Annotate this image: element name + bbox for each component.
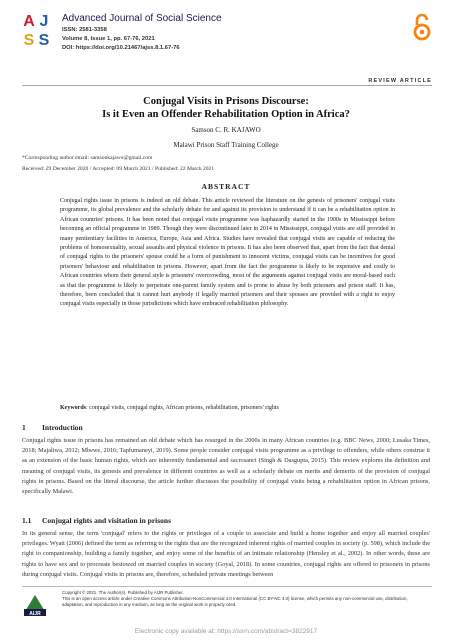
- page-footer: [22, 586, 432, 621]
- header-divider: [22, 85, 432, 86]
- volume-info: Volume 8, Issue 1, pp. 67-76, 2021: [62, 36, 155, 42]
- introduction-paragraph: Conjugal rights issue in prisons has remained an old debate which has resurged in the 2000s in many African countries (e.g. BBC News, 2000; Lusaka Times, 2018; Majaliwa, 2012; Mbewe, 2016; Tapfumaneyi, 2019). Some people consider conjugal visits programme as a privilege to offenders, while others construe it as an extension of the basic human rights, which are inherently fundamental and sacrosanct (Singh & Dasgupta, 2015). This review explores the definition and meaning of conjugal visits, its genesis and prevalence in different countries as well as a scholarly debate on merits and demerits of the provision of conjugal rights in prisons. Based on the literal discourse, the article further discusses the possibility of conjugal visits being a rehabilitation option in African prisons, specifically Malawi.: [22, 437, 430, 496]
- section-number: 1: [22, 423, 26, 432]
- keywords-list: : conjugal visits, conjugal rights, African prisons, rehabilitation, prisoners' rights: [86, 405, 279, 411]
- article-title-line2: Is it Even an Offender Rehabilitation Option in Africa?: [102, 109, 350, 120]
- conjugal-rights-paragraph: In its general sense, the term 'conjugal' refers to the rights or privileges of a couple to associate and build a home together and enjoy all married couples' privileges. Wyatt (2006) defined the term as referring to the rights that are the recognized inherent rights of married couples in society (p. 598), which include the right to companionship, building a family together, and enjoy some of the benefits of an intimate relationship (Hensley et al., 2002). In other words, these are rights to have sex and to procreate bestowed on married couples in society (Goyal, 2018). In some countries, conjugal rights are offered to prisoners in prisons during conjugal visits. Conjugal visits in prisons are, therefore, scheduled private meetings between: [22, 530, 430, 578]
- keywords: [60, 405, 395, 411]
- abstract-text: Conjugal rights issue in prisons is indeed an old debate. This article reviewed the literature on the genesis of prisoners' conjugal visits programme, its global prevalence and the scholarly debate for and against its provision to understand if it can be a rehabilitation option in African countries' prisons. It has been noted that conjugal visits programme was haphazardly started in the 1900s in Mississippi before becoming an official programme in 1989. Though they were discontinued later in 2014 in Mississippi, conjugal visits are still provided in many penitentiary facilities in America, Europe, Asia and Africa. Studies have revealed that conjugal visits are capable of reducing the problems of homosexuality, sexual assaults and physical violence in prisons. It has also been observed that, apart from the fact that denial of conjugal rights to the prisoners' spouse could be a form of punishment to innocent victims, conjugal visits can be incentives for good prisoners' behaviour and rehabilitation in prisons. However, apart from the fact the programme is likely to be expensive and costly to African countries whom their general style is prisoners' overcrowding, most of the arguments against conjugal visits are moral-based such as that the programme is likely to perpetrate one-parent family system and is prone to abuse by both prisoners and prison staff. It has, therefore, been concluded that it cannot hurt anybody if legally married prisoners and their spouses are provided with a right to enjoy conjugal visits especially in those jurisdictions which have embraced rehabilitation philosophy.: [60, 198, 395, 308]
- section-heading-introduction: [22, 423, 83, 432]
- journal-header: [22, 11, 432, 73]
- doi-link[interactable]: DOI: https://doi.org/10.21467/ajss.8.1.67-76: [62, 45, 180, 51]
- section-heading-conjugal-rights: [22, 516, 171, 525]
- copyright-line: Copyright © 2021. The Author(s). Published by AIJR Publisher.: [62, 590, 184, 595]
- logo-letter: J: [39, 13, 49, 30]
- license-text: [62, 590, 430, 609]
- ssrn-watermark: Electronic copy available at: https://ssrn.com/abstract=3822917: [134, 628, 318, 635]
- open-access-icon: [412, 13, 432, 41]
- section-title: Conjugal rights and visitation in prisons: [42, 516, 171, 525]
- license-line: This is an open access article under Creative Commons Attribution-NonCommercial 4.0 International (CC BY-NC 4.0) license, which permits any non-commercial use, distribution, adaptation, and reproduction in any medium, as long as the original work is properly cited.: [62, 596, 408, 608]
- logo-letter: S: [38, 32, 50, 49]
- section-number: 1.1: [22, 516, 32, 525]
- section-title: Introduction: [42, 423, 83, 432]
- author-affiliation: Malawi Prison Staff Training College: [173, 141, 279, 149]
- article-type-label: REVIEW ARTICLE: [368, 78, 432, 84]
- issn: ISSN: 2581-3358: [62, 27, 107, 33]
- article-title-line1: Conjugal Visits in Prisons Discourse:: [143, 96, 309, 107]
- article-dates: Received: 29 December 2020 / Accepted: 09 March 2021 / Published: 22 March 2021: [22, 166, 215, 172]
- publisher-logo: [22, 593, 48, 617]
- corresponding-email: *Corresponding author email: samsonkajawo@gmail.com: [22, 155, 153, 161]
- journal-logo: [22, 13, 54, 53]
- author-name: Samson C. R. KAJAWO: [191, 126, 261, 134]
- keywords-label: Keywords: [60, 405, 86, 411]
- publisher-logo-text: AIJR: [29, 611, 41, 617]
- logo-letter: S: [23, 32, 35, 49]
- journal-title: Advanced Journal of Social Science: [62, 13, 222, 24]
- logo-letter: A: [23, 13, 35, 30]
- abstract-heading: ABSTRACT: [201, 182, 251, 191]
